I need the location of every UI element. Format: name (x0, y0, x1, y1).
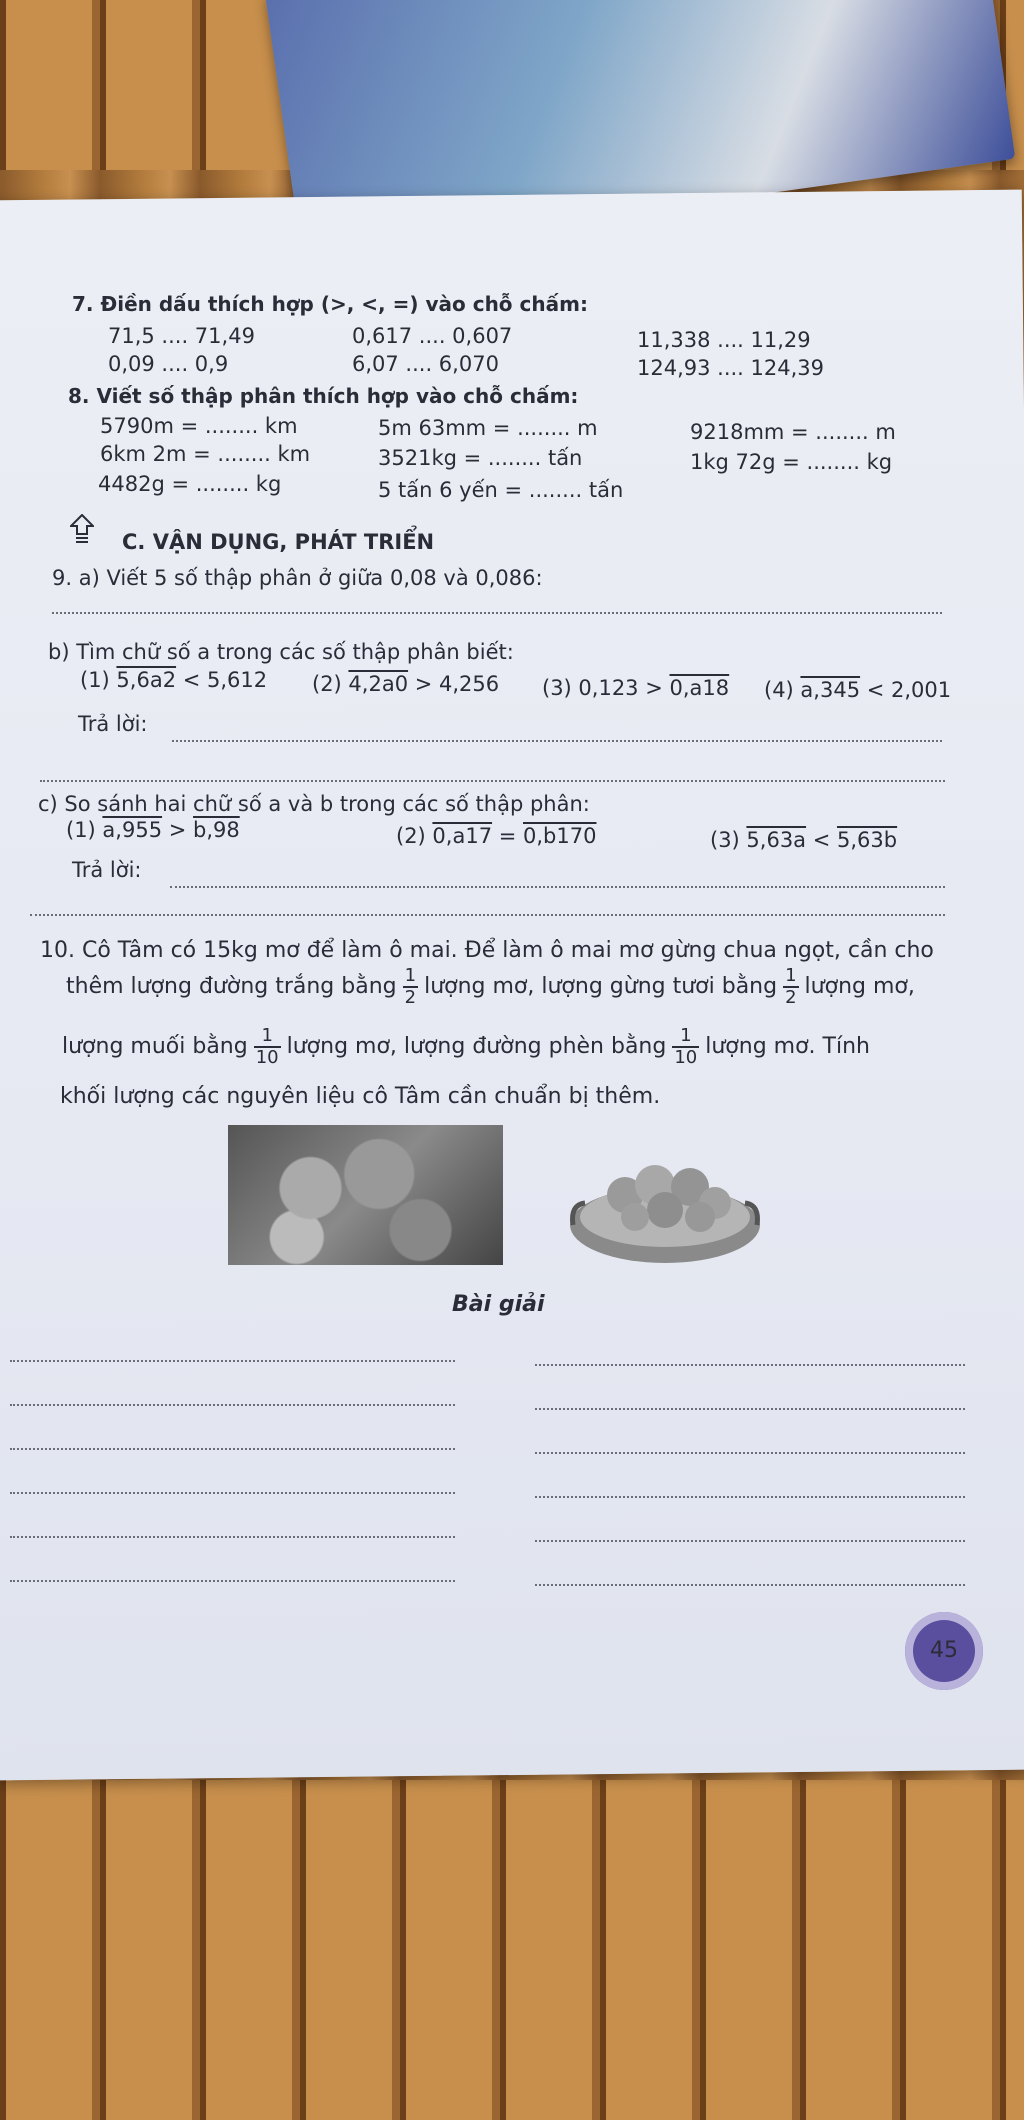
ex7-title: 7. Điền dấu thích hợp (>, <, =) vào chỗ chấm: (72, 292, 588, 316)
ex8-r1c1: 5790m = ........ km (100, 414, 298, 438)
ex8-r2c2: 3521kg = ........ tấn (378, 446, 583, 470)
arrow-up-icon (70, 514, 94, 544)
ex9a-text: 9. a) Viết 5 số thập phân ở giữa 0,08 và 0,086: (52, 566, 543, 590)
ex9c-title: c) So sánh hai chữ số a và b trong các số thập phân: (38, 792, 590, 816)
solution-label: Bài giải (452, 1292, 545, 1317)
ex9b-item-4: (4) a,345 < 2,001 (764, 678, 952, 702)
ex7-r1c3: 11,338 .... 11,29 (637, 328, 811, 352)
solution-line (10, 1580, 455, 1582)
ex10-line2: thêm lượng đường trắng bằng $\frac{1}{2}$ lượng mơ, lượng gừng tươi bằng $\frac{1}{2}$ lượng mơ, (66, 965, 915, 1008)
page-number-badge (905, 1612, 983, 1690)
ex7-r1c1: 71,5 .... 71,49 (108, 324, 255, 348)
section-c-title: C. VẬN DỤNG, PHÁT TRIỂN (122, 530, 435, 554)
solution-line (10, 1448, 455, 1450)
answer-line (30, 914, 945, 916)
answer-line (52, 612, 942, 614)
answer-label: Trả lời: (72, 858, 142, 882)
apricots-photo (228, 1125, 503, 1265)
ex8-title: 8. Viết số thập phân thích hợp vào chỗ chấm: (68, 384, 579, 408)
ex8-r3c2: 5 tấn 6 yến = ........ tấn (378, 478, 624, 502)
ex10-line3: lượng muối bằng $\frac{1}{10}$ lượng mơ, lượng đường phèn bằng $\frac{1}{10}$ lượng mơ. Tính (62, 1025, 870, 1068)
answer-line (170, 886, 945, 888)
solution-line (535, 1408, 965, 1410)
ex9b-item-1: (1) 5,6a2 < 5,612 (80, 668, 268, 692)
fraction-half: $\frac{1}{2}$ (404, 965, 417, 1008)
ex10-line4: khối lượng các nguyên liệu cô Tâm cần chuẩn bị thêm. (60, 1084, 661, 1109)
ex8-r1c2: 5m 63mm = ........ m (378, 416, 598, 440)
answer-label: Trả lời: (78, 712, 148, 736)
ex8-r3c1: 4482g = ........ kg (98, 472, 282, 496)
apricot-bowl-photo (565, 1125, 765, 1270)
ex9c-item-3: (3) 5,63a < 5,63b (710, 828, 898, 852)
ex9c-item-2: (2) 0,a17 = 0,b170 (396, 824, 597, 848)
ex7-r2c1: 0,09 .... 0,9 (108, 352, 229, 376)
ex9c-item-1: (1) a,955 > b,98 (66, 818, 240, 842)
solution-line (10, 1404, 455, 1406)
ex8-r2c3: 1kg 72g = ........ kg (690, 450, 893, 474)
solution-line (535, 1540, 965, 1542)
fraction-half: $\frac{1}{2}$ (785, 965, 797, 1008)
answer-line (40, 780, 945, 782)
fraction-tenth: $\frac{1}{10}$ (255, 1025, 279, 1068)
solution-line (535, 1452, 965, 1454)
fraction-tenth: $\frac{1}{10}$ (674, 1025, 698, 1068)
ex7-r2c2: 6,07 .... 6,070 (352, 352, 499, 376)
ex9b-item-2: (2) 4,2a0 > 4,256 (312, 672, 500, 696)
solution-line (535, 1496, 965, 1498)
solution-line (10, 1536, 455, 1538)
solution-line (535, 1364, 965, 1366)
solution-line (10, 1492, 455, 1494)
solution-line (535, 1584, 965, 1586)
ex7-r1c2: 0,617 .... 0,607 (352, 324, 513, 348)
ex9b-item-3: (3) 0,123 > 0,a18 (542, 676, 730, 700)
ex8-r2c1: 6km 2m = ........ km (100, 442, 311, 466)
ex7-r2c3: 124,93 .... 124,39 (637, 356, 825, 380)
ex9b-title: b) Tìm chữ số a trong các số thập phân biết: (48, 640, 514, 664)
ex8-r1c3: 9218mm = ........ m (690, 420, 896, 444)
answer-line (172, 740, 942, 742)
page-number: 45 (930, 1638, 958, 1663)
ex10-line1: 10. Cô Tâm có 15kg mơ để làm ô mai. Để làm ô mai mơ gừng chua ngọt, cần cho (40, 938, 934, 963)
solution-line (10, 1360, 455, 1362)
